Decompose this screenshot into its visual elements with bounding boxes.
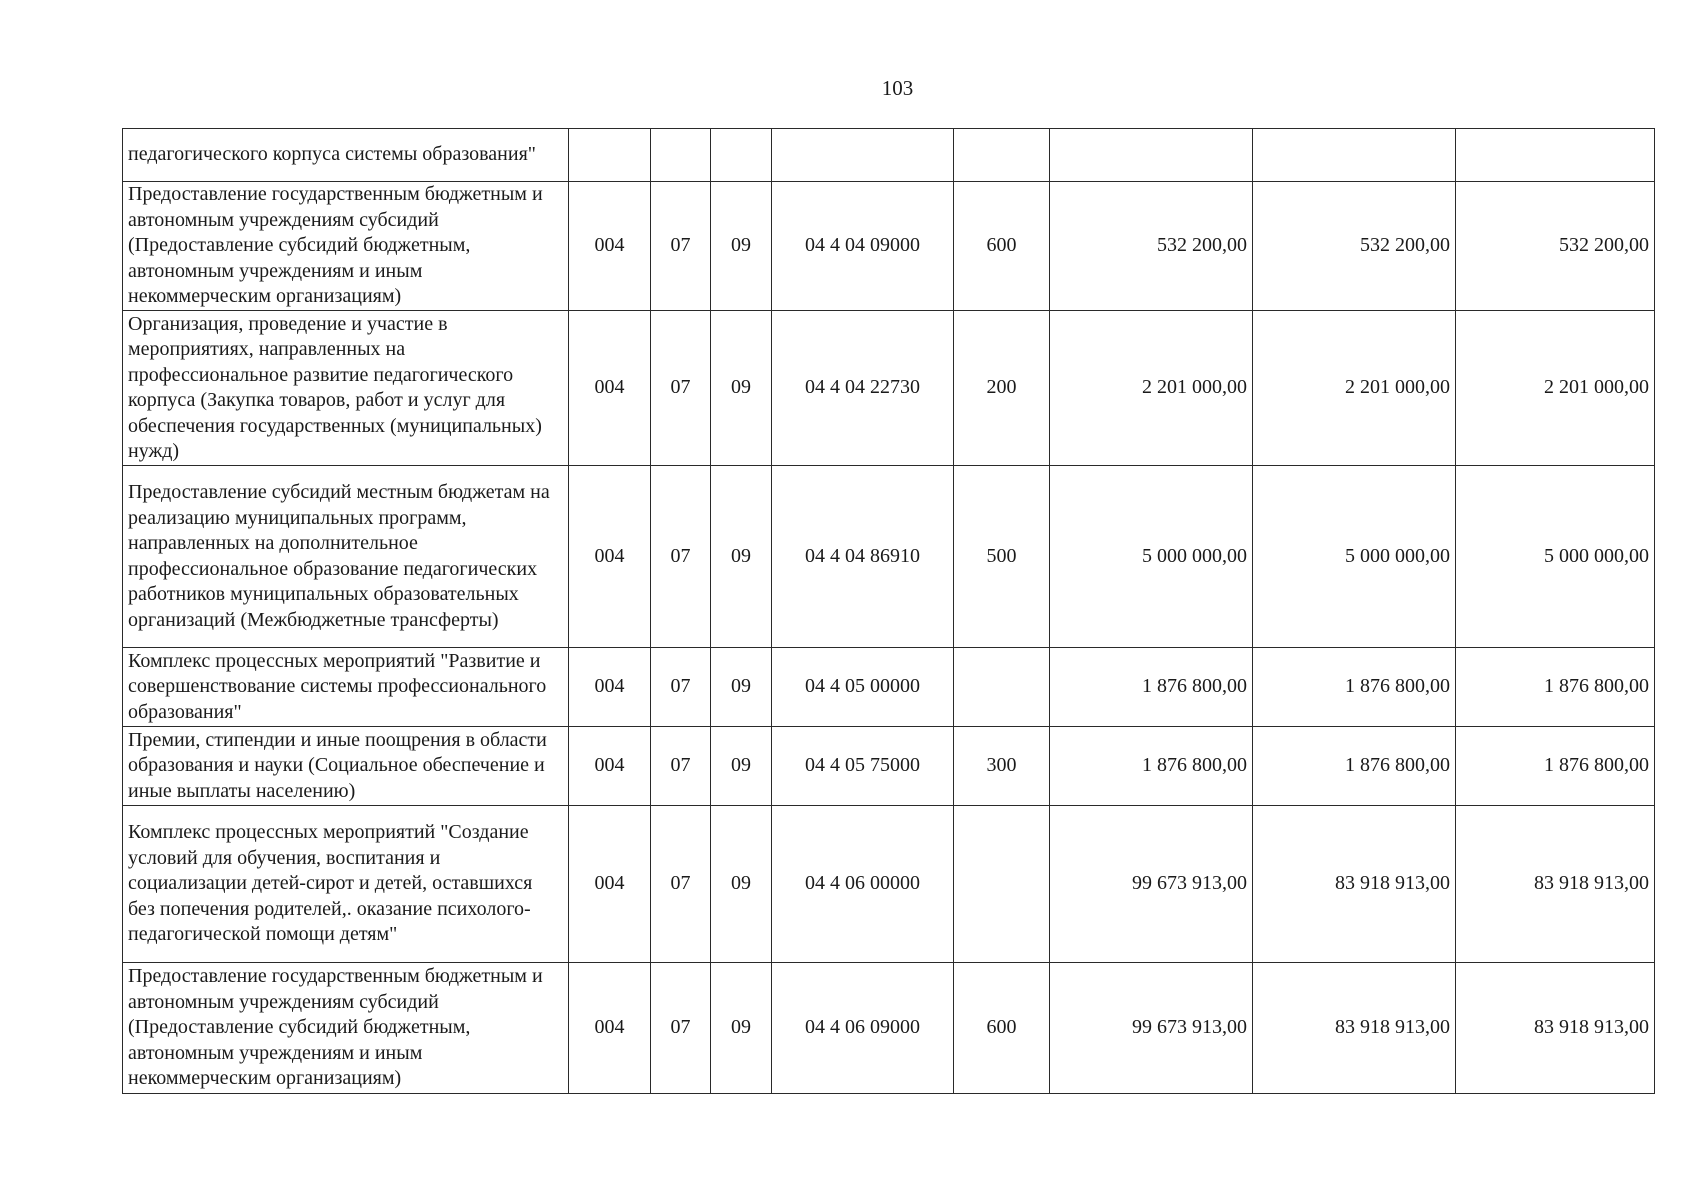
sum-year-3	[1456, 129, 1655, 182]
table-row	[123, 182, 1655, 311]
sum-year-1: 2 201 000,00	[1050, 311, 1253, 466]
sum-year-2: 2 201 000,00	[1253, 311, 1456, 466]
subsection-code: 09	[711, 648, 772, 727]
sum-year-3: 83 918 913,00	[1456, 806, 1655, 963]
sum-year-2: 1 876 800,00	[1253, 648, 1456, 727]
row-name: Предоставление государственным бюджетным и автономным учреждениям субсидий (Предоставление субсидий бюджетным, автономным учреждениям и иным некоммерческим организациям)	[123, 963, 569, 1094]
sum-year-1: 99 673 913,00	[1050, 963, 1253, 1094]
table-row	[123, 129, 1655, 182]
expense-type: 600	[954, 182, 1050, 311]
page-number: 103	[881, 76, 914, 100]
target-code: 04 4 06 09000	[772, 963, 954, 1094]
sum-year-2: 1 876 800,00	[1253, 727, 1456, 806]
sum-year-1	[1050, 129, 1253, 182]
subsection-code: 09	[711, 311, 772, 466]
table-row	[123, 311, 1655, 466]
sum-year-1: 532 200,00	[1050, 182, 1253, 311]
target-code	[772, 129, 954, 182]
expense-type	[954, 648, 1050, 727]
table-row	[123, 466, 1655, 648]
row-name: Комплекс процессных мероприятий "Развитие и совершенствование системы профессионального образования"	[123, 648, 569, 727]
table-row	[123, 963, 1655, 1094]
table-row	[123, 727, 1655, 806]
target-code: 04 4 04 09000	[772, 182, 954, 311]
sum-year-2	[1253, 129, 1456, 182]
subsection-code: 09	[711, 963, 772, 1094]
ministry-code: 004	[569, 727, 651, 806]
sum-year-2: 532 200,00	[1253, 182, 1456, 311]
sum-year-1: 5 000 000,00	[1050, 466, 1253, 648]
row-name: Организация, проведение и участие в мероприятиях, направленных на профессиональное развитие педагогического корпуса (Закупка товаров, работ и услуг для обеспечения государственных (муниципальных) нужд)	[123, 311, 569, 466]
sum-year-2: 83 918 913,00	[1253, 806, 1456, 963]
expense-type	[954, 806, 1050, 963]
target-code: 04 4 06 00000	[772, 806, 954, 963]
target-code: 04 4 04 22730	[772, 311, 954, 466]
section-code: 07	[651, 182, 711, 311]
target-code: 04 4 04 86910	[772, 466, 954, 648]
sum-year-3: 2 201 000,00	[1456, 311, 1655, 466]
section-code: 07	[651, 648, 711, 727]
expense-type: 200	[954, 311, 1050, 466]
section-code: 07	[651, 311, 711, 466]
ministry-code: 004	[569, 806, 651, 963]
ministry-code: 004	[569, 466, 651, 648]
subsection-code: 09	[711, 466, 772, 648]
target-code: 04 4 05 75000	[772, 727, 954, 806]
section-code: 07	[651, 466, 711, 648]
sum-year-1: 1 876 800,00	[1050, 727, 1253, 806]
subsection-code: 09	[711, 806, 772, 963]
ministry-code: 004	[569, 963, 651, 1094]
sum-year-3: 5 000 000,00	[1456, 466, 1655, 648]
section-code: 07	[651, 727, 711, 806]
sum-year-2: 5 000 000,00	[1253, 466, 1456, 648]
ministry-code	[569, 129, 651, 182]
section-code: 07	[651, 806, 711, 963]
table-row	[123, 648, 1655, 727]
row-name: педагогического корпуса системы образования"	[123, 129, 569, 182]
row-name: Комплекс процессных мероприятий "Создание условий для обучения, воспитания и социализации детей-сирот и детей, оставшихся без попечения родителей,. оказание психолого-педагогической помощи детям"	[123, 806, 569, 963]
sum-year-1: 99 673 913,00	[1050, 806, 1253, 963]
ministry-code: 004	[569, 648, 651, 727]
expense-type: 300	[954, 727, 1050, 806]
target-code: 04 4 05 00000	[772, 648, 954, 727]
sum-year-3: 83 918 913,00	[1456, 963, 1655, 1094]
subsection-code	[711, 129, 772, 182]
expense-type	[954, 129, 1050, 182]
section-code: 07	[651, 963, 711, 1094]
sum-year-3: 1 876 800,00	[1456, 648, 1655, 727]
sum-year-3: 1 876 800,00	[1456, 727, 1655, 806]
sum-year-2: 83 918 913,00	[1253, 963, 1456, 1094]
expense-type: 600	[954, 963, 1050, 1094]
subsection-code: 09	[711, 727, 772, 806]
sum-year-1: 1 876 800,00	[1050, 648, 1253, 727]
row-name: Премии, стипендии и иные поощрения в области образования и науки (Социальное обеспечение и иные выплаты населению)	[123, 727, 569, 806]
row-name: Предоставление субсидий местным бюджетам на реализацию муниципальных программ, направленных на дополнительное профессиональное образование педагогических работников муниципальных образовательных организаций (Межбюджетные трансферты)	[123, 466, 569, 648]
table-row	[123, 806, 1655, 963]
sum-year-3: 532 200,00	[1456, 182, 1655, 311]
ministry-code: 004	[569, 182, 651, 311]
section-code	[651, 129, 711, 182]
budget-table	[122, 128, 1655, 1094]
expense-type: 500	[954, 466, 1050, 648]
ministry-code: 004	[569, 311, 651, 466]
row-name: Предоставление государственным бюджетным и автономным учреждениям субсидий (Предоставление субсидий бюджетным, автономным учреждениям и иным некоммерческим организациям)	[123, 182, 569, 311]
subsection-code: 09	[711, 182, 772, 311]
